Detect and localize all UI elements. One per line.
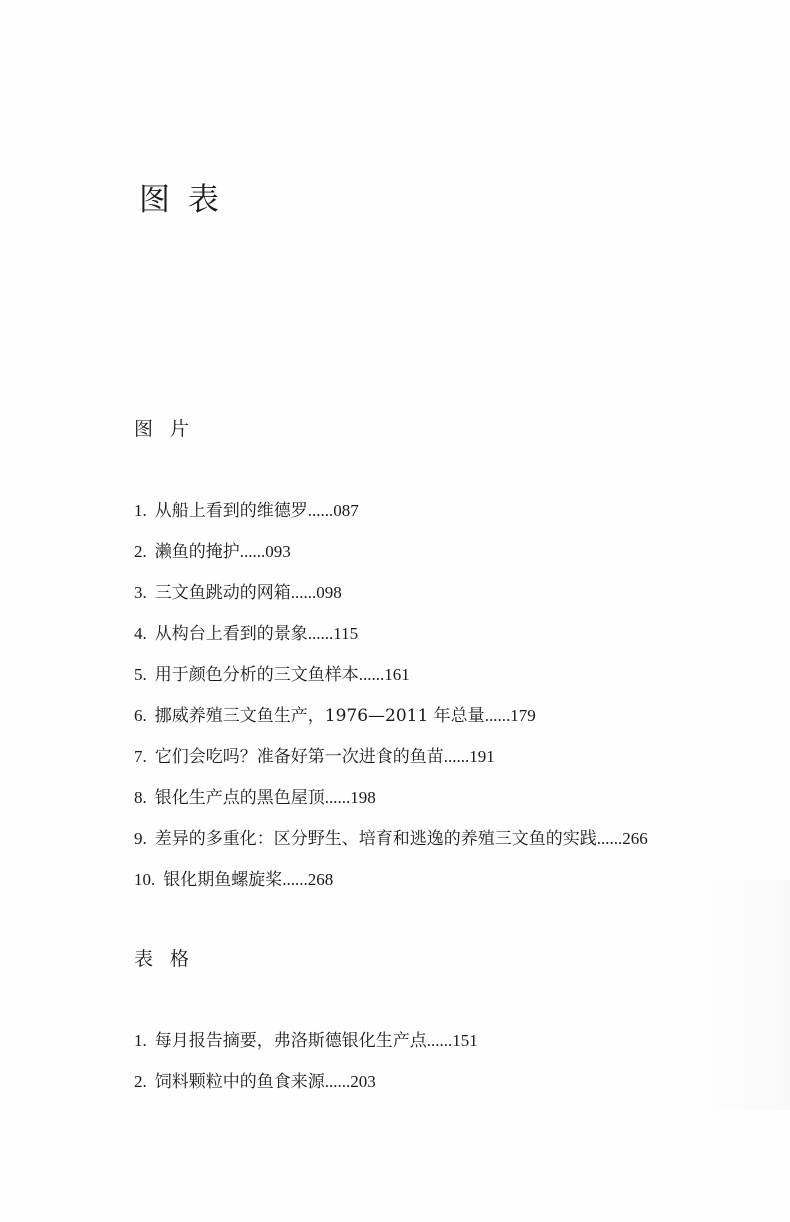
entry-number: 6. — [134, 706, 147, 725]
entry-number: 1. — [134, 1031, 147, 1050]
tables-list — [134, 1028, 478, 1110]
entry-title: 用于颜色分析的三文鱼样本 — [154, 665, 359, 685]
entry-leader: ...... — [443, 747, 470, 766]
entry-title: 挪威养殖三文鱼生产，1976—2011 年总量 — [154, 706, 485, 726]
entry-title: 三文鱼跳动的网箱 — [154, 583, 291, 603]
figure-entry — [134, 621, 648, 662]
entry-number: 3. — [134, 583, 147, 602]
figure-entry — [134, 498, 648, 539]
entry-number: 8. — [134, 788, 147, 807]
figures-heading: 图片 — [134, 418, 207, 440]
figure-entry — [134, 662, 648, 703]
entry-page: 179 — [510, 706, 536, 725]
entry-leader: ...... — [426, 1031, 453, 1050]
figure-entry — [134, 744, 648, 785]
entry-page: 198 — [350, 788, 376, 807]
entry-leader: ...... — [290, 583, 317, 602]
entry-number: 5. — [134, 665, 147, 684]
entry-number: 1. — [134, 501, 147, 520]
entry-leader: ...... — [358, 665, 385, 684]
entry-number: 9. — [134, 829, 147, 848]
figures-list — [134, 498, 648, 908]
entry-page: 191 — [469, 747, 495, 766]
figure-entry — [134, 826, 648, 867]
entry-title: 它们会吃吗？准备好第一次进食的鱼苗 — [154, 747, 444, 767]
entry-number: 2. — [134, 1072, 147, 1091]
entry-page: 098 — [316, 583, 342, 602]
tables-heading: 表格 — [134, 948, 207, 970]
entry-leader: ...... — [282, 870, 308, 889]
entry-leader: ...... — [484, 706, 511, 725]
entry-title: 每月报告摘要，弗洛斯德银化生产点 — [154, 1031, 427, 1051]
entry-title: 差异的多重化：区分野生、培育和逃逸的养殖三文鱼的实践 — [154, 829, 597, 849]
figure-entry — [134, 703, 648, 744]
table-entry — [134, 1028, 478, 1069]
entry-title: 银化期鱼螺旋桨 — [163, 870, 283, 890]
entry-page: 087 — [333, 501, 359, 520]
entry-leader: ...... — [307, 501, 334, 520]
entry-number: 7. — [134, 747, 147, 766]
entry-leader: ...... — [324, 788, 351, 807]
entry-number: 10. — [134, 870, 156, 889]
figure-entry — [134, 785, 648, 826]
figure-entry — [134, 539, 648, 580]
entry-page: 151 — [452, 1031, 478, 1050]
entry-number: 4. — [134, 624, 147, 643]
entry-page: 161 — [384, 665, 410, 684]
entry-title: 饲料颗粒中的鱼食来源 — [154, 1072, 325, 1092]
page-title: 图 表 — [139, 182, 223, 218]
entry-leader: ...... — [324, 1072, 351, 1091]
entry-page: 093 — [265, 542, 291, 561]
table-entry — [134, 1069, 478, 1110]
entry-number: 2. — [134, 542, 147, 561]
entry-page: 268 — [307, 870, 334, 889]
scan-edge-shadow — [700, 880, 790, 1110]
entry-title: 从构台上看到的景象 — [154, 624, 308, 644]
entry-page: 203 — [350, 1072, 376, 1091]
entry-page: 115 — [333, 624, 359, 643]
figure-entry — [134, 580, 648, 621]
entry-leader: ...... — [307, 624, 334, 643]
entry-title: 银化生产点的黑色屋顶 — [154, 788, 325, 808]
figure-entry — [134, 867, 648, 908]
entry-title: 从船上看到的维德罗 — [154, 501, 308, 521]
entry-title: 濑鱼的掩护 — [154, 542, 240, 562]
entry-page: 266 — [622, 829, 648, 848]
entry-leader: ...... — [239, 542, 266, 561]
entry-leader: ...... — [596, 829, 623, 848]
